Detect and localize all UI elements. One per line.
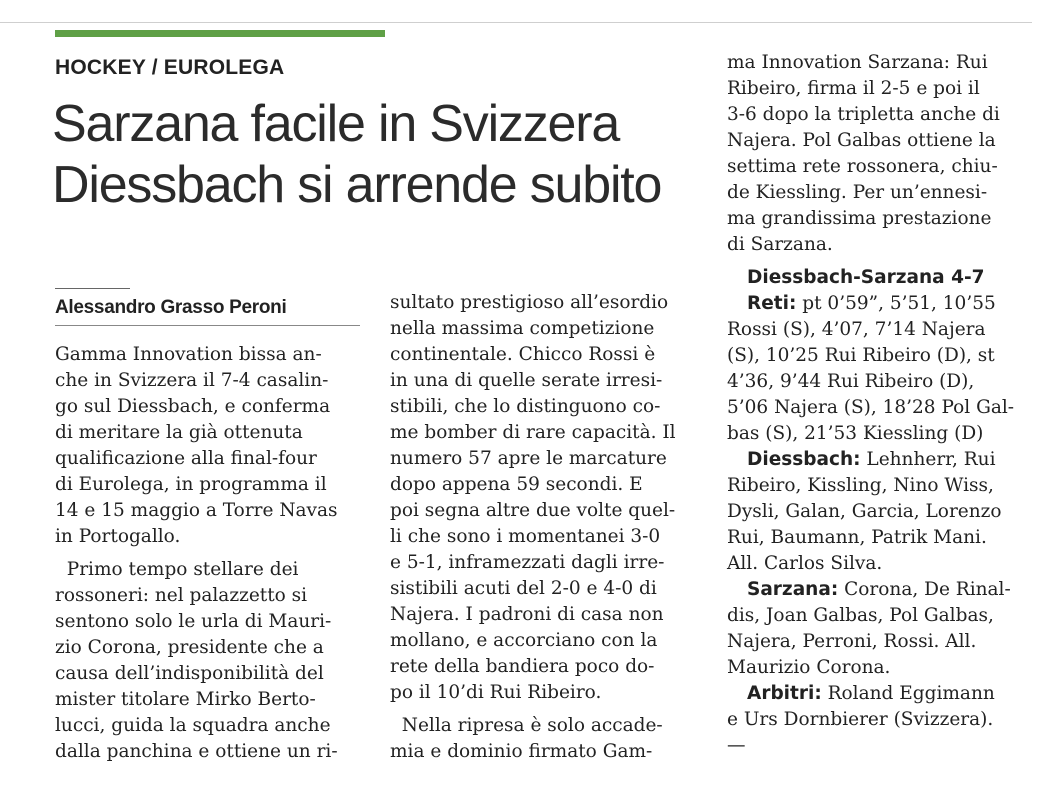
text-line: Maurizio Corona. <box>727 657 891 678</box>
team1-label: Diessbach: <box>747 449 861 470</box>
referees-label: Arbitri: <box>747 683 822 704</box>
text-line: mister titolare Mirko Berto- <box>55 689 316 710</box>
text-line: dalla panchina e ottiene un ri- <box>55 741 338 762</box>
text-line: Gamma Innovation bissa an- <box>55 344 322 365</box>
text-line: rete della bandiera poco do- <box>390 656 655 677</box>
text-line: Rossi (S), 4’07, 7’14 Najera <box>727 319 986 340</box>
text-line: Rui, Baumann, Patrik Mani. <box>727 527 987 548</box>
text-line: lucci, guida la squadra anche <box>55 715 331 736</box>
text-line: de Kiessling. Per un’ennesi- <box>727 182 988 203</box>
subsection-label: EUROLEGA <box>163 56 285 79</box>
text-line: li che sono i momentanei 3-0 <box>390 526 661 547</box>
text-line: in Portogallo. <box>55 526 181 547</box>
headline-line-2: Diessbach si arrende subito <box>52 156 662 214</box>
headline <box>52 94 712 216</box>
text-line: numero 57 apre le marcature <box>390 448 667 469</box>
text-line: go sul Diessbach, e conferma <box>55 396 331 417</box>
text-line: in una di quelle serate irresi- <box>390 370 663 391</box>
team1-text: Lehnherr, Rui <box>860 449 996 470</box>
text-line: dopo appena 59 secondi. E <box>390 474 643 495</box>
scorecard-team2 <box>727 577 1032 603</box>
top-rule <box>0 22 1032 23</box>
text-line: che in Svizzera il 7-4 casalin- <box>55 370 329 391</box>
text-line: All. Carlos Silva. <box>727 553 883 574</box>
end-mark: — <box>727 735 746 756</box>
text-line: 4’36, 9’44 Rui Ribeiro (D), <box>727 371 975 392</box>
text-line: bas (S), 21’53 Kiessling (D) <box>727 423 984 444</box>
text-line: sultato prestigioso all’esordio <box>390 292 669 313</box>
goals-label: Reti: <box>747 293 797 314</box>
goals-text: pt 0’59”, 5’51, 10’55 <box>796 293 996 314</box>
text-line: di Eurolega, in programma il <box>55 474 327 495</box>
text-line: e Urs Dornbierer (Svizzera). <box>727 709 994 730</box>
team2-text: Corona, De Rinal- <box>838 579 1011 600</box>
scorecard-match <box>727 265 1032 291</box>
text-line: Primo tempo stellare dei <box>55 559 299 580</box>
byline: Alessandro Grasso Peroni <box>55 297 287 318</box>
section-kicker <box>55 56 284 80</box>
text-line: Dysli, Galan, Garcia, Lorenzo <box>727 501 1002 522</box>
text-line: Najera. Pol Galbas ottiene la <box>727 130 996 151</box>
text-line: mia e dominio firmato Gam- <box>390 741 653 762</box>
team2-label: Sarzana: <box>747 579 839 600</box>
text-line: sistibili acuti del 2-0 e 4-0 di <box>390 578 657 599</box>
text-line: qualificazione alla final-four <box>55 448 317 469</box>
text-line: stibili, che lo distinguono co- <box>390 396 661 417</box>
text-line: e 5-1, inframezzati dagli irre- <box>390 552 665 573</box>
text-line: Najera. I padroni di casa non <box>390 604 664 625</box>
scorecard-goals <box>727 291 1032 317</box>
section-accent-bar <box>55 30 385 37</box>
text-line: Ribeiro, firma il 2-5 e poi il <box>727 78 980 99</box>
referees-text: Roland Eggimann <box>821 683 995 704</box>
text-line: 14 e 15 maggio a Torre Navas <box>55 500 338 521</box>
text-line: sentono solo le urla di Mauri- <box>55 611 332 632</box>
byline-underline <box>55 325 360 326</box>
headline-line-1: Sarzana facile in Svizzera <box>52 95 620 153</box>
text-line: Nella ripresa è solo accade- <box>390 715 663 736</box>
text-line: rossoneri: nel palazzetto si <box>55 585 308 606</box>
scorecard-team1 <box>727 447 1032 473</box>
text-line: ma Innovation Sarzana: Rui <box>727 52 988 73</box>
article-column-3 <box>727 50 1032 759</box>
text-line: mollano, e accorciano con la <box>390 630 658 651</box>
text-line: 5’06 Najera (S), 18’28 Pol Gal- <box>727 397 1015 418</box>
text-line: ma grandissima prestazione <box>727 208 992 229</box>
text-line: 3-6 dopo la tripletta anche di <box>727 104 1000 125</box>
byline-rule <box>55 288 130 289</box>
text-line: poi segna altre due volte quel- <box>390 500 676 521</box>
section-label: HOCKEY <box>55 56 146 79</box>
scorecard-referees <box>727 681 1032 707</box>
text-line: zio Corona, presidente che a <box>55 637 324 658</box>
text-line: nella massima competizione <box>390 318 655 339</box>
text-line: di Sarzana. <box>727 234 833 255</box>
article-column-1 <box>55 342 360 765</box>
text-line: me bomber di rare capacità. Il <box>390 422 676 443</box>
text-line: dis, Joan Galbas, Pol Galbas, <box>727 605 994 626</box>
text-line: settima rete rossonera, chiu- <box>727 156 998 177</box>
article-column-2 <box>390 290 695 765</box>
text-line: di meritare la già ottenuta <box>55 422 303 443</box>
match-title: Diessbach-Sarzana 4-7 <box>747 267 985 288</box>
text-line: (S), 10’25 Rui Ribeiro (D), st <box>727 345 995 366</box>
text-line: po il 10’di Rui Ribeiro. <box>390 682 602 703</box>
text-line: Najera, Perroni, Rossi. All. <box>727 631 977 652</box>
kicker-separator: / <box>151 56 164 79</box>
text-line: Ribeiro, Kissling, Nino Wiss, <box>727 475 994 496</box>
text-line: causa dell’indisponibilità del <box>55 663 324 684</box>
text-line: continentale. Chicco Rossi è <box>390 344 656 365</box>
